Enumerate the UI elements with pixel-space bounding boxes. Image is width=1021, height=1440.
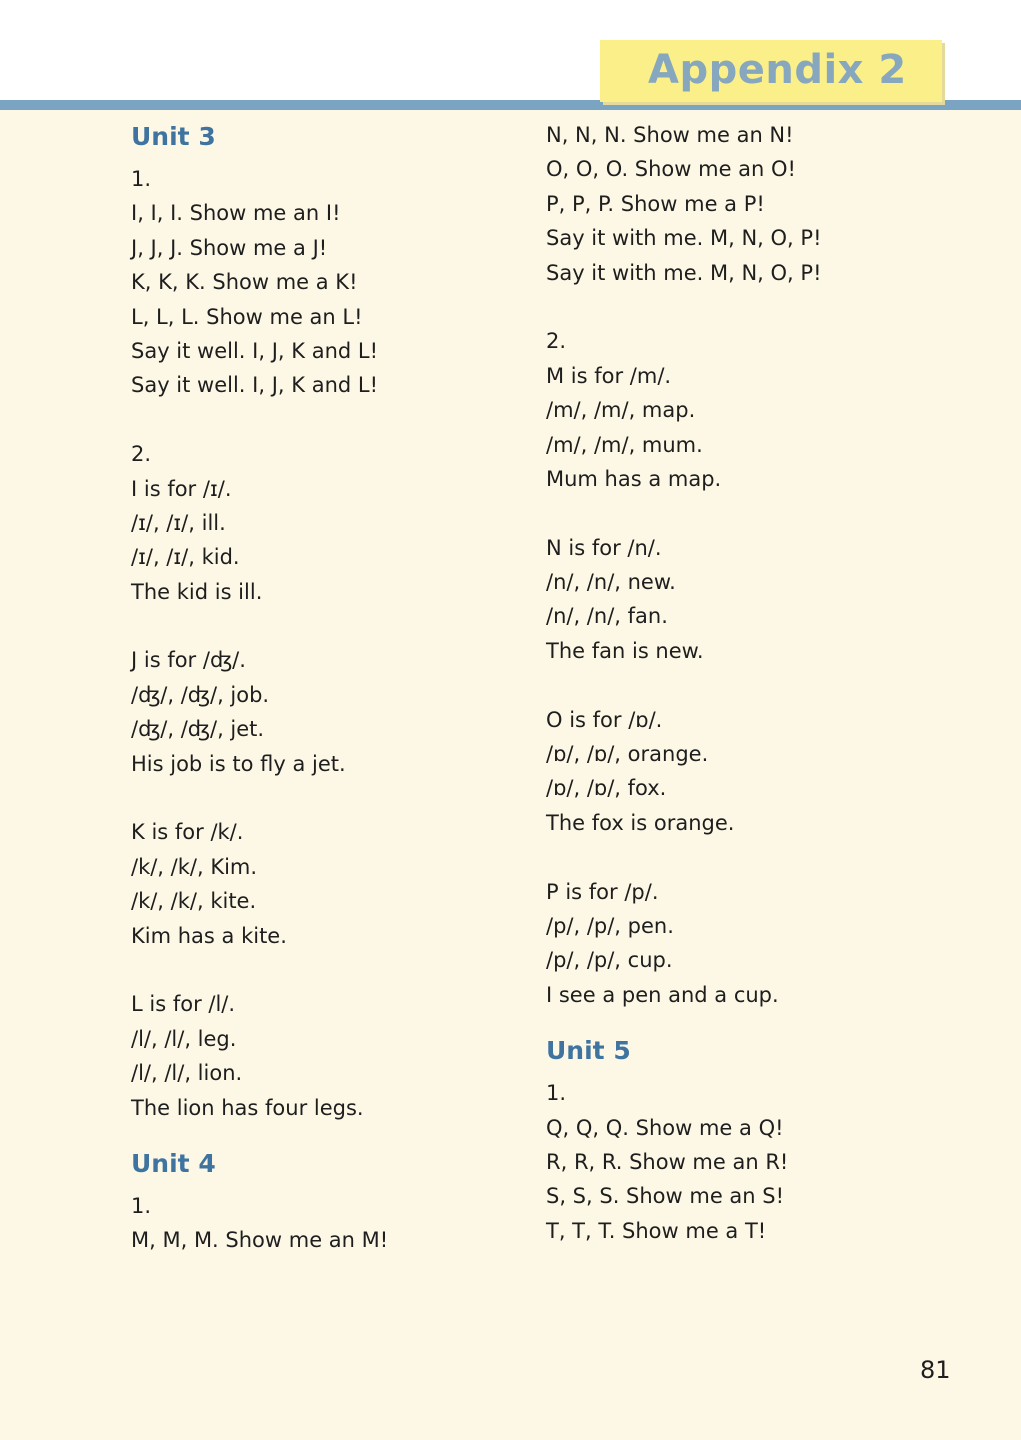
chant-line: Q, Q, Q. Show me a Q! <box>546 1115 784 1140</box>
exercise-number: 1. <box>131 167 152 191</box>
chant-line: K, K, K. Show me a K! <box>131 270 358 295</box>
exercise-number: 1. <box>546 1081 567 1106</box>
chant-line: Say it with me. M, N, O, P! <box>546 260 822 285</box>
phonics-line: L is for /l/. <box>131 992 236 1017</box>
phonics-line: /ɒ/, /ɒ/, fox. <box>546 776 667 801</box>
phonics-line: /n/, /n/, fan. <box>546 604 668 629</box>
unit-5-heading: Unit 5 <box>546 1036 631 1066</box>
phonics-line: The kid is ill. <box>131 579 263 604</box>
page-number: 81 <box>920 1356 951 1384</box>
unit-4-heading: Unit 4 <box>131 1148 216 1178</box>
page-title: Appendix 2 <box>648 47 907 93</box>
chant-line: J, J, J. Show me a J! <box>131 235 328 260</box>
chant-line: Say it well. I, J, K and L! <box>131 373 378 398</box>
chant-line: I, I, I. Show me an I! <box>131 201 341 226</box>
phonics-line: /ʤ/, /ʤ/, job. <box>131 682 270 707</box>
phonics-line: /ɪ/, /ɪ/, ill. <box>131 510 226 535</box>
chant-line: P, P, P. Show me a P! <box>546 191 765 216</box>
right-column <box>546 118 966 1248</box>
phonics-line: /n/, /n/, new. <box>546 570 676 595</box>
exercise-number: 1. <box>131 1193 152 1218</box>
phonics-line: Mum has a map. <box>546 466 722 491</box>
left-column <box>131 118 511 1258</box>
phonics-line: The fan is new. <box>546 638 704 663</box>
chant-line: T, T, T. Show me a T! <box>546 1218 767 1243</box>
phonics-line: N is for /n/. <box>546 535 662 560</box>
phonics-line: O is for /ɒ/. <box>546 707 663 732</box>
phonics-line: /k/, /k/, Kim. <box>131 854 258 879</box>
phonics-line: K is for /k/. <box>131 820 244 845</box>
phonics-line: P is for /p/. <box>546 879 659 904</box>
phonics-line: J is for /ʤ/. <box>131 648 246 673</box>
chant-line: L, L, L. Show me an L! <box>131 304 363 329</box>
phonics-line: /l/, /l/, leg. <box>131 1026 237 1051</box>
phonics-line: I is for /ɪ/. <box>131 476 232 501</box>
exercise-number: 2. <box>546 329 567 354</box>
phonics-line: /ɒ/, /ɒ/, orange. <box>546 742 709 767</box>
phonics-line: /l/, /l/, lion. <box>131 1061 243 1086</box>
chant-line: S, S, S. Show me an S! <box>546 1184 785 1209</box>
phonics-line: His job is to fly a jet. <box>131 751 346 776</box>
exercise-number: 2. <box>131 442 152 467</box>
chant-line: N, N, N. Show me an N! <box>546 123 794 147</box>
phonics-line: /ɪ/, /ɪ/, kid. <box>131 545 240 570</box>
phonics-line: /ʤ/, /ʤ/, jet. <box>131 717 265 742</box>
phonics-line: Kim has a kite. <box>131 923 287 948</box>
chant-line: Say it well. I, J, K and L! <box>131 338 378 363</box>
unit-3-heading: Unit 3 <box>131 122 216 151</box>
phonics-line: The lion has four legs. <box>131 1095 364 1120</box>
phonics-line: /p/, /p/, pen. <box>546 913 674 938</box>
chant-line: M, M, M. Show me an M! <box>131 1228 389 1253</box>
chant-line: O, O, O. Show me an O! <box>546 157 796 182</box>
chant-line: Say it with me. M, N, O, P! <box>546 226 822 251</box>
phonics-line: I see a pen and a cup. <box>546 982 779 1007</box>
phonics-line: /k/, /k/, kite. <box>131 889 257 914</box>
chant-line: R, R, R. Show me an R! <box>546 1149 789 1174</box>
phonics-line: M is for /m/. <box>546 363 672 388</box>
phonics-line: /m/, /m/, mum. <box>546 432 703 457</box>
phonics-line: The fox is orange. <box>546 810 735 835</box>
phonics-line: /p/, /p/, cup. <box>546 948 673 973</box>
phonics-line: /m/, /m/, map. <box>546 398 696 423</box>
